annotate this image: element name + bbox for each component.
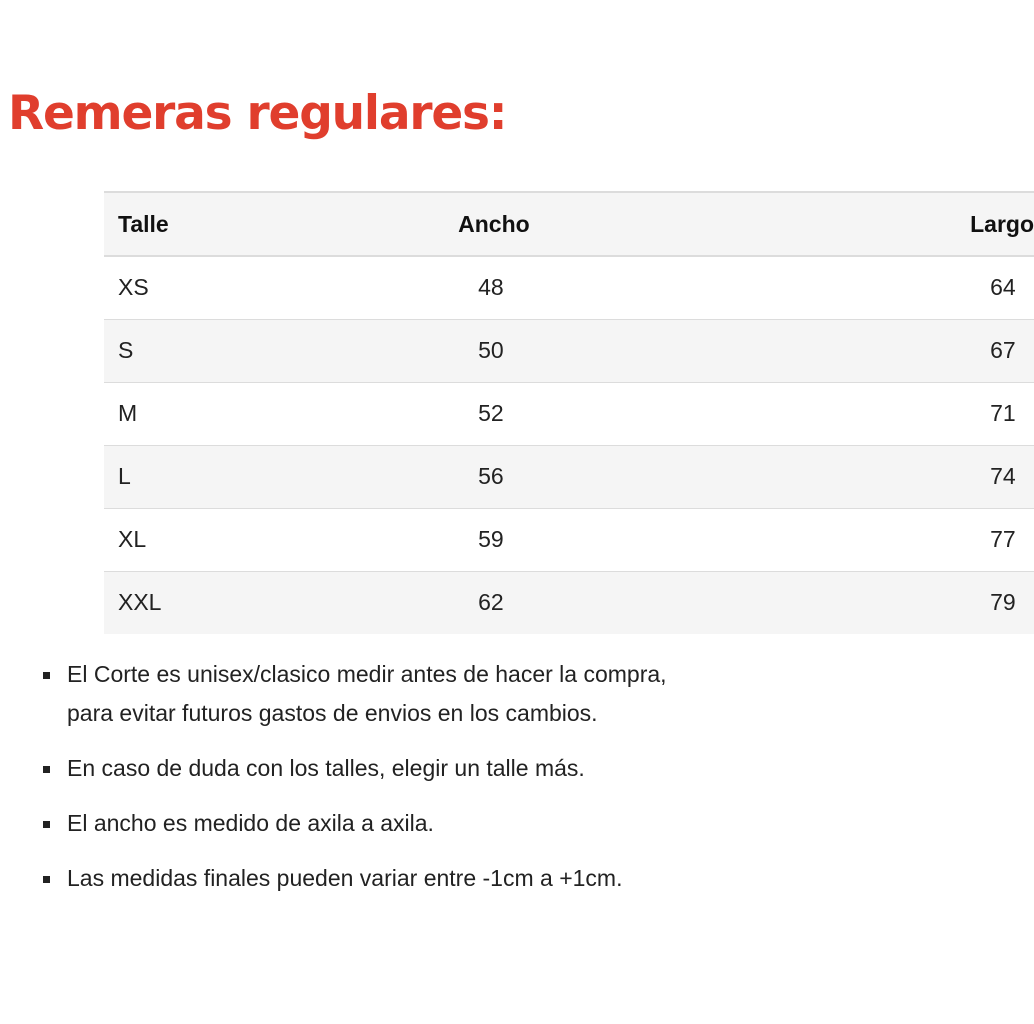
list-item — [40, 859, 667, 898]
bullet-square-icon — [43, 876, 50, 883]
note-text: Las medidas finales pueden variar entre -1cm a +1cm. — [67, 865, 623, 891]
cell-largo: 77 — [990, 526, 1016, 552]
cell-ancho: 62 — [478, 589, 504, 616]
cell-talle: L — [118, 463, 131, 489]
cell-ancho: 56 — [478, 463, 504, 489]
page-title: Remeras regulares: — [8, 86, 507, 141]
cell-ancho: 52 — [478, 400, 504, 426]
table-row — [104, 445, 1034, 508]
cell-largo: 71 — [990, 400, 1016, 426]
notes-list — [40, 655, 667, 914]
table-row — [104, 319, 1034, 382]
cell-talle: XL — [118, 526, 147, 552]
list-item — [40, 655, 667, 733]
cell-ancho: 59 — [478, 526, 504, 552]
table-header-row — [104, 192, 1034, 256]
cell-largo: 64 — [990, 274, 1016, 301]
cell-ancho: 50 — [478, 337, 504, 363]
list-item — [40, 804, 667, 843]
column-header-ancho: Ancho — [458, 210, 530, 237]
cell-largo: 67 — [990, 337, 1016, 363]
column-header-largo: Largo — [970, 210, 1034, 237]
list-item — [40, 749, 667, 788]
table-row — [104, 571, 1034, 634]
table-row — [104, 382, 1034, 445]
note-text: El Corte es unisex/clasico medir antes de hacer la compra, — [67, 661, 667, 687]
bullet-square-icon — [43, 766, 50, 773]
note-text: El ancho es medido de axila a axila. — [67, 810, 434, 836]
bullet-square-icon — [43, 672, 50, 679]
cell-talle: XS — [118, 274, 149, 301]
bullet-square-icon — [43, 821, 50, 828]
column-header-talle: Talle — [118, 210, 169, 237]
cell-largo: 74 — [990, 463, 1016, 489]
note-text: En caso de duda con los talles, elegir un talle más. — [67, 755, 585, 781]
table-row — [104, 508, 1034, 571]
table-row — [104, 256, 1034, 319]
size-table — [104, 191, 1034, 634]
cell-largo: 79 — [990, 589, 1016, 616]
cell-talle: M — [118, 400, 138, 426]
note-text-continued: para evitar futuros gastos de envios en los cambios. — [67, 700, 598, 726]
cell-talle: XXL — [118, 589, 162, 616]
cell-ancho: 48 — [478, 274, 504, 301]
cell-talle: S — [118, 337, 134, 363]
